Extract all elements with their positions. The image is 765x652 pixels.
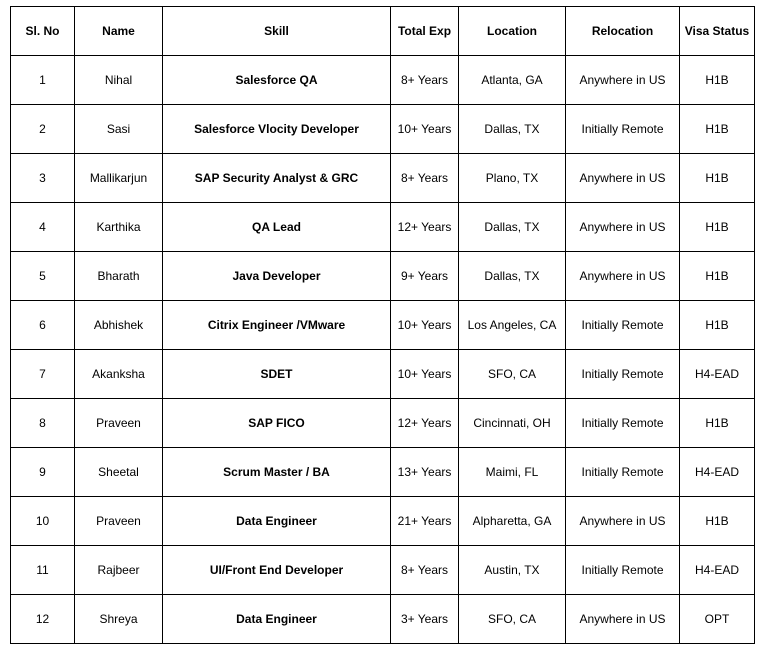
cell-skill: QA Lead [163,203,391,252]
cell-visa-status: H1B [680,56,755,105]
cell-name: Nihal [75,56,163,105]
cell-name: Abhishek [75,301,163,350]
cell-visa-status: H1B [680,399,755,448]
cell-relocation: Anywhere in US [566,252,680,301]
cell-total-exp: 21+ Years [391,497,459,546]
cell-name: Sasi [75,105,163,154]
cell-skill: SDET [163,350,391,399]
cell-name: Shreya [75,595,163,644]
table-row [11,252,755,301]
cell-name: Karthika [75,203,163,252]
cell-sl-no: 10 [11,497,75,546]
table-row [11,595,755,644]
table-row [11,350,755,399]
candidate-table [10,6,755,644]
header-sl-no: Sl. No [11,7,75,56]
cell-visa-status: H4-EAD [680,448,755,497]
cell-location: Dallas, TX [459,252,566,301]
cell-sl-no: 12 [11,595,75,644]
cell-sl-no: 6 [11,301,75,350]
cell-skill: Salesforce Vlocity Developer [163,105,391,154]
table-row [11,56,755,105]
cell-sl-no: 3 [11,154,75,203]
cell-visa-status: H1B [680,105,755,154]
cell-relocation: Initially Remote [566,301,680,350]
cell-total-exp: 10+ Years [391,105,459,154]
cell-sl-no: 1 [11,56,75,105]
cell-sl-no: 9 [11,448,75,497]
cell-relocation: Anywhere in US [566,203,680,252]
cell-total-exp: 13+ Years [391,448,459,497]
cell-total-exp: 8+ Years [391,56,459,105]
cell-sl-no: 2 [11,105,75,154]
cell-location: Cincinnati, OH [459,399,566,448]
header-visa-status: Visa Status [680,7,755,56]
table-row [11,301,755,350]
cell-name: Mallikarjun [75,154,163,203]
cell-skill: SAP Security Analyst & GRC [163,154,391,203]
cell-relocation: Anywhere in US [566,154,680,203]
table-header-row [11,7,755,56]
cell-location: Alpharetta, GA [459,497,566,546]
cell-skill: Data Engineer [163,497,391,546]
cell-skill: UI/Front End Developer [163,546,391,595]
cell-total-exp: 12+ Years [391,399,459,448]
cell-relocation: Initially Remote [566,105,680,154]
cell-skill: Data Engineer [163,595,391,644]
cell-sl-no: 8 [11,399,75,448]
cell-sl-no: 4 [11,203,75,252]
cell-skill: SAP FICO [163,399,391,448]
cell-sl-no: 11 [11,546,75,595]
cell-relocation: Initially Remote [566,399,680,448]
cell-visa-status: H1B [680,252,755,301]
cell-visa-status: H1B [680,154,755,203]
cell-relocation: Anywhere in US [566,595,680,644]
cell-location: Plano, TX [459,154,566,203]
header-name: Name [75,7,163,56]
cell-location: Dallas, TX [459,105,566,154]
cell-total-exp: 8+ Years [391,546,459,595]
cell-visa-status: H4-EAD [680,350,755,399]
cell-visa-status: H1B [680,301,755,350]
cell-relocation: Anywhere in US [566,56,680,105]
cell-relocation: Initially Remote [566,448,680,497]
cell-total-exp: 10+ Years [391,301,459,350]
cell-total-exp: 9+ Years [391,252,459,301]
cell-relocation: Initially Remote [566,350,680,399]
cell-total-exp: 12+ Years [391,203,459,252]
cell-location: Los Angeles, CA [459,301,566,350]
cell-name: Sheetal [75,448,163,497]
cell-visa-status: H4-EAD [680,546,755,595]
cell-location: SFO, CA [459,350,566,399]
cell-name: Praveen [75,399,163,448]
cell-name: Bharath [75,252,163,301]
header-skill: Skill [163,7,391,56]
table-row [11,105,755,154]
cell-name: Akanksha [75,350,163,399]
cell-location: Atlanta, GA [459,56,566,105]
cell-total-exp: 10+ Years [391,350,459,399]
table-row [11,154,755,203]
table-row [11,546,755,595]
cell-skill: Salesforce QA [163,56,391,105]
cell-relocation: Anywhere in US [566,497,680,546]
cell-visa-status: H1B [680,497,755,546]
cell-location: Austin, TX [459,546,566,595]
cell-skill: Scrum Master / BA [163,448,391,497]
cell-sl-no: 5 [11,252,75,301]
cell-relocation: Initially Remote [566,546,680,595]
cell-name: Praveen [75,497,163,546]
table-row [11,448,755,497]
cell-location: SFO, CA [459,595,566,644]
cell-total-exp: 3+ Years [391,595,459,644]
table-row [11,497,755,546]
header-total-exp: Total Exp [391,7,459,56]
cell-visa-status: OPT [680,595,755,644]
cell-visa-status: H1B [680,203,755,252]
candidate-table-container [10,6,755,644]
table-row [11,203,755,252]
cell-skill: Citrix Engineer /VMware [163,301,391,350]
cell-name: Rajbeer [75,546,163,595]
cell-skill: Java Developer [163,252,391,301]
header-relocation: Relocation [566,7,680,56]
cell-location: Maimi, FL [459,448,566,497]
cell-total-exp: 8+ Years [391,154,459,203]
table-row [11,399,755,448]
cell-location: Dallas, TX [459,203,566,252]
header-location: Location [459,7,566,56]
table-body [11,56,755,644]
cell-sl-no: 7 [11,350,75,399]
